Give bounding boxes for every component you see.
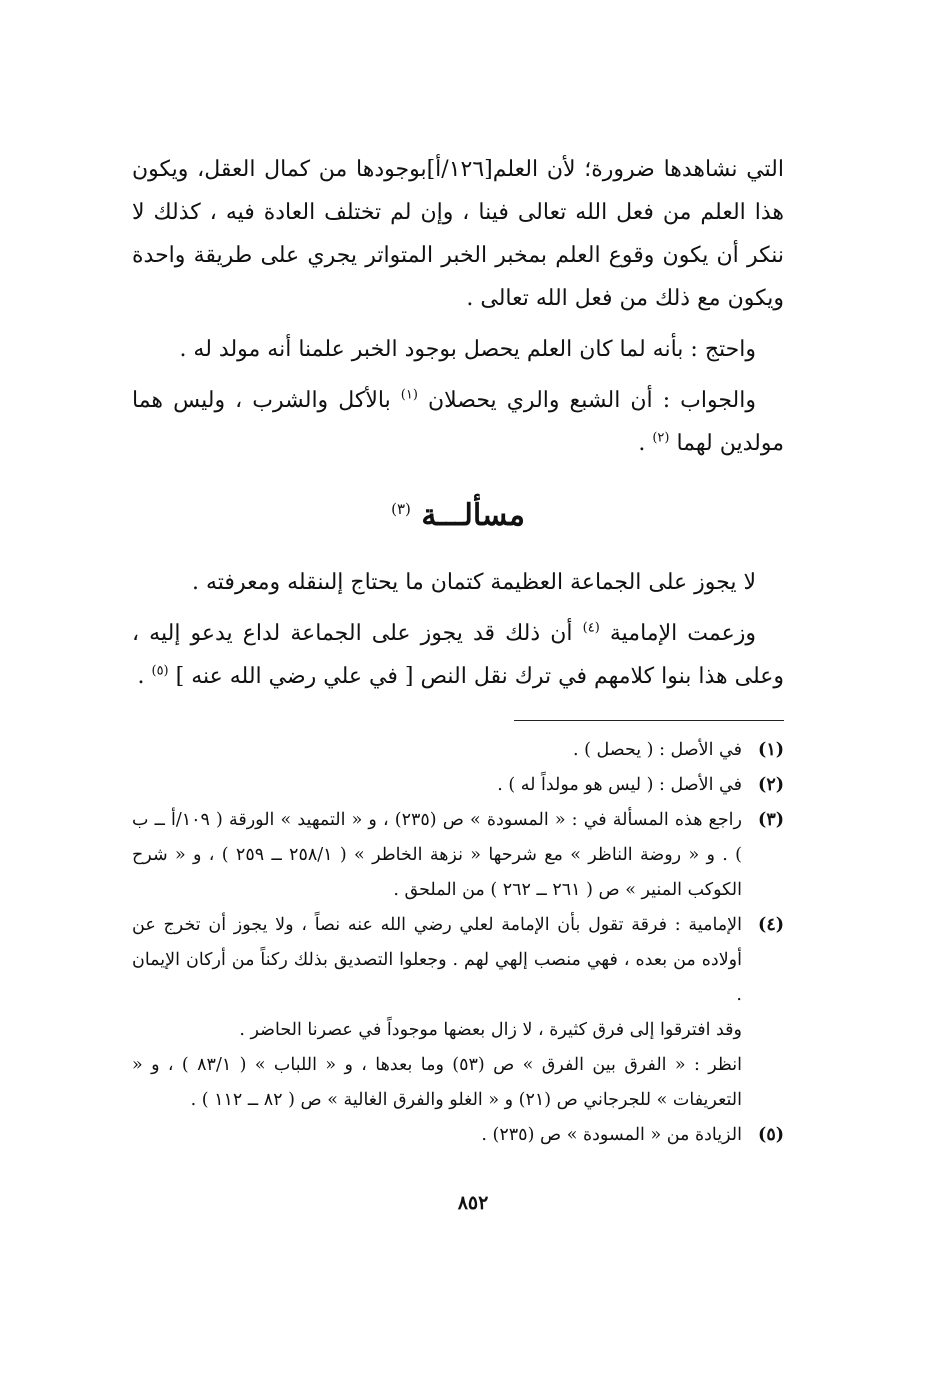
footnote-4 (132, 908, 784, 1118)
footnote-number: (٤) (758, 915, 784, 935)
paragraph-3-text-a: والجواب : أن الشبع والري يحصلان (427, 388, 756, 413)
paragraph-2: واحتج : بأنه لما كان العلم يحصل بوجود الخبر علمنا أنه مولد له . (179, 337, 756, 362)
paragraph-5-text-b: أن ذلك قد يجوز على الجماعة لداع يدعو إليه ، وعلى هذا بنوا كلامهم في ترك نقل النص [ في علي رضي الله عنه ] (132, 621, 784, 689)
footnote-ref-3[interactable]: (٣) (391, 500, 411, 518)
footnote-ref-5[interactable]: (٥) (151, 663, 169, 679)
footnote-ref-4[interactable]: (٤) (582, 620, 600, 636)
footnote-text: الإمامية : فرقة تقول بأن الإمامة لعلي رضي الله عنه نصاً ، ولا يجوز أن تخرج عن أولاده من بعده ، فهي منصب إلهي لهم . وجعلوا التصديق بذلك ركناً من أركان الإيمان . (132, 915, 742, 1005)
paragraph-5-text-c: . (137, 664, 145, 689)
page-number: ٨٥٢ (457, 1192, 489, 1214)
footnote-ref-1[interactable]: (١) (400, 387, 418, 403)
footnote-divider (514, 720, 784, 721)
footnote-text: في الأصل : ( ليس هو مولداً له ) . (497, 775, 742, 795)
paragraph-4: لا يجوز على الجماعة العظيمة كتمان ما يحتاج إلىنقله ومعرفته . (192, 570, 756, 595)
footnote-text: راجع هذه المسألة في : « المسودة » ص (٢٣٥) ، و « التمهيد » الورقة ( ١٠٩/أ ــ ب ) . و « روضة الناظر » مع شرحها « نزهة الخاطر » ( ٢٥٨/١ ــ ٢٥٩ ) ، و « شرح الكوكب المنير » ص ( ٢٦١ ــ ٢٦٢ ) من الملحق . (132, 810, 742, 900)
paragraph-1: التي نشاهدها ضرورة؛ لأن العلم[١٢٦/أ]بوجودها من كمال العقل، ويكون هذا العلم من فعل الله تعالى فينا ، وإن لم تختلف العادة فيه ، كذلك لا ننكر أن يكون وقوع العلم بمخبر الخبر المتواتر يجري على طريقة واحدة ويكون مع ذلك من فعل الله تعالى . (132, 157, 784, 311)
footnote-number: (١) (758, 740, 784, 760)
footnote-number: (٥) (758, 1125, 784, 1145)
paragraph-3-text-b: بالأكل والشرب ، وليس هما مولدين لهما (132, 388, 784, 456)
paragraph-3-text-c: . (638, 431, 646, 456)
footnote-2 (132, 768, 784, 803)
paragraph-3 (132, 379, 784, 465)
footnote-number: (٣) (758, 810, 784, 830)
section-heading (132, 491, 784, 541)
footnote-3 (132, 803, 784, 908)
paragraph-5-text-a: وزعمت الإمامية (609, 621, 757, 646)
footnote-text: الزيادة من « المسودة » ص (٢٣٥) . (481, 1125, 742, 1145)
footnote-5 (132, 1118, 784, 1153)
footnote-text: انظر : « الفرق بين الفرق » ص (٥٣) وما بعدها ، و « اللباب » ( ٨٣/١ ) ، و « التعريفات » للجرجاني ص (٢١) و « الغلو والفرق الغالية » ص ( ٨٢ ــ ١١٢ ) . (132, 1055, 742, 1110)
section-heading-text: مسألـــة (421, 498, 525, 533)
paragraph-5 (132, 612, 784, 698)
page-content (132, 148, 784, 1153)
footnote-ref-2[interactable]: (٢) (652, 430, 670, 446)
footnote-number: (٢) (758, 775, 784, 795)
footnote-text: في الأصل : ( يحصل ) . (573, 740, 742, 760)
footnote-1 (132, 733, 784, 768)
footnote-text: وقد افترقوا إلى فرق كثيرة ، لا زال بعضها موجوداً في عصرنا الحاضر . (239, 1020, 742, 1040)
